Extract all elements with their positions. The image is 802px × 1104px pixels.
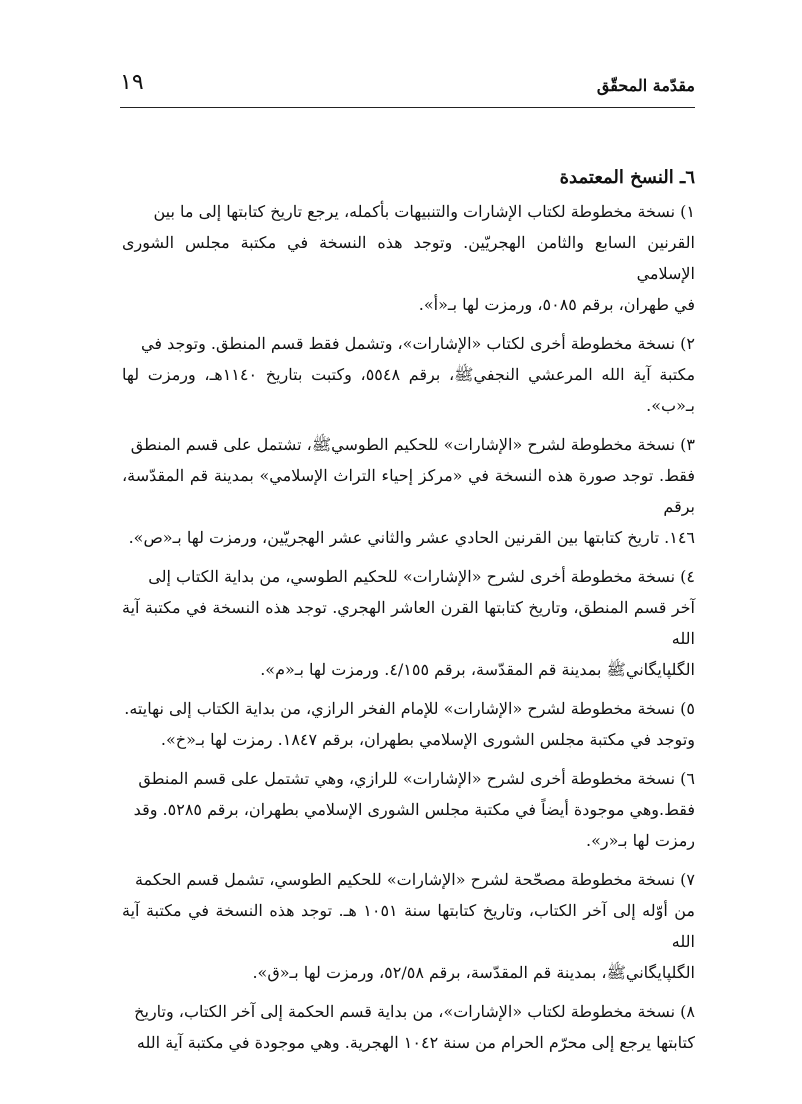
manuscript-entry-8 — [122, 996, 695, 1058]
text-line: ١) نسخة مخطوطة لكتاب الإشارات والتنبيهات بأكمله، يرجع تاريخ كتابتها إلى ما بين — [153, 202, 695, 221]
text-line: كتابتها يرجع إلى محرّم الحرام من سنة ١٠٤٢ الهجرية. وهي موجودة في مكتبة آية الله — [136, 1033, 695, 1052]
text-line: ٣) نسخة مخطوطة لشرح «الإشارات» للحكيم الطوسيﷺ، تشتمل على قسم المنطق — [130, 435, 695, 454]
manuscript-entry-1 — [122, 196, 695, 320]
manuscript-entry-3 — [122, 429, 695, 553]
manuscript-entry-4 — [122, 561, 695, 685]
text-line: الگلپايگانيﷺ بمدينة قم المقدّسة، برقم ٤/١٥٥. ورمزت لها بـ«م». — [260, 660, 695, 679]
running-title: مقدّمة المحقّق — [596, 76, 695, 95]
text-line: وتوجد في مكتبة مجلس الشورى الإسلامي بطهران، برقم ١٨٤٧. رمزت لها بـ«خ». — [160, 730, 695, 749]
page-number: ١٩ — [120, 70, 144, 95]
text-line: من أوّله إلى آخر الكتاب، وتاريخ كتابتها سنة ١٠٥١ هـ. توجد هذه النسخة في مكتبة آية الله — [122, 901, 695, 951]
text-line: ٧) نسخة مخطوطة مصحّحة لشرح «الإشارات» للحكيم الطوسي، تشمل قسم الحكمة — [135, 870, 695, 889]
text-line: فقط. توجد صورة هذه النسخة في «مركز إحياء التراث الإسلامي» بمدينة قم المقدّسة، برقم — [122, 466, 695, 516]
text-line: القرنين السابع والثامن الهجريّين. وتوجد هذه النسخة في مكتبة مجلس الشورى الإسلامي — [122, 233, 695, 283]
manuscript-entry-7 — [122, 864, 695, 988]
section-heading: ٦ـ النسخ المعتمدة — [559, 167, 695, 188]
manuscript-entry-6 — [122, 763, 695, 856]
text-line: الگلپايگانيﷺ، بمدينة قم المقدّسة، برقم ٥٢/٥٨، ورمزت لها بـ«ق». — [252, 963, 695, 982]
manuscript-entry-2 — [122, 328, 695, 421]
text-line: ٥) نسخة مخطوطة لشرح «الإشارات» للإمام الفخر الرازي، من بداية الكتاب إلى نهايته. — [124, 699, 695, 718]
manuscript-entry-5 — [122, 693, 695, 755]
header-divider — [120, 107, 695, 108]
text-line: ١٤٦. تاريخ كتابتها بين القرنين الحادي عشر والثاني عشر الهجريّين، ورمزت لها بـ«ص». — [128, 528, 695, 547]
text-line: رمزت لها بـ«ر». — [585, 831, 695, 850]
text-line: ٢) نسخة مخطوطة أخرى لكتاب «الإشارات»، وتشمل فقط قسم المنطق. وتوجد في — [141, 334, 695, 353]
page-header — [120, 70, 695, 100]
text-line: ٤) نسخة مخطوطة أخرى لشرح «الإشارات» للحكيم الطوسي، من بداية الكتاب إلى — [148, 567, 695, 586]
text-line: فقط.وهي موجودة أيضاً في مكتبة مجلس الشورى الإسلامي بطهران، برقم ٥٢٨٥. وقد — [133, 800, 695, 819]
text-line: مكتبة آية الله المرعشي النجفيﷺ، برقم ٥٥٤٨، وكتبت بتاريخ ١١٤٠هـ، ورمزت لها بـ«ب». — [122, 365, 696, 415]
text-line: في طهران، برقم ٥٠٨٥، ورمزت لها بـ«أ». — [418, 295, 695, 314]
text-line: ٦) نسخة مخطوطة أخرى لشرح «الإشارات» للرازي، وهي تشتمل على قسم المنطق — [138, 769, 695, 788]
text-line: آخر قسم المنطق، وتاريخ كتابتها القرن العاشر الهجري. توجد هذه النسخة في مكتبة آية الله — [122, 598, 695, 648]
text-line: ٨) نسخة مخطوطة لكتاب «الإشارات»، من بداية قسم الحكمة إلى آخر الكتاب، وتاريخ — [134, 1002, 695, 1021]
body-text — [122, 162, 695, 1066]
